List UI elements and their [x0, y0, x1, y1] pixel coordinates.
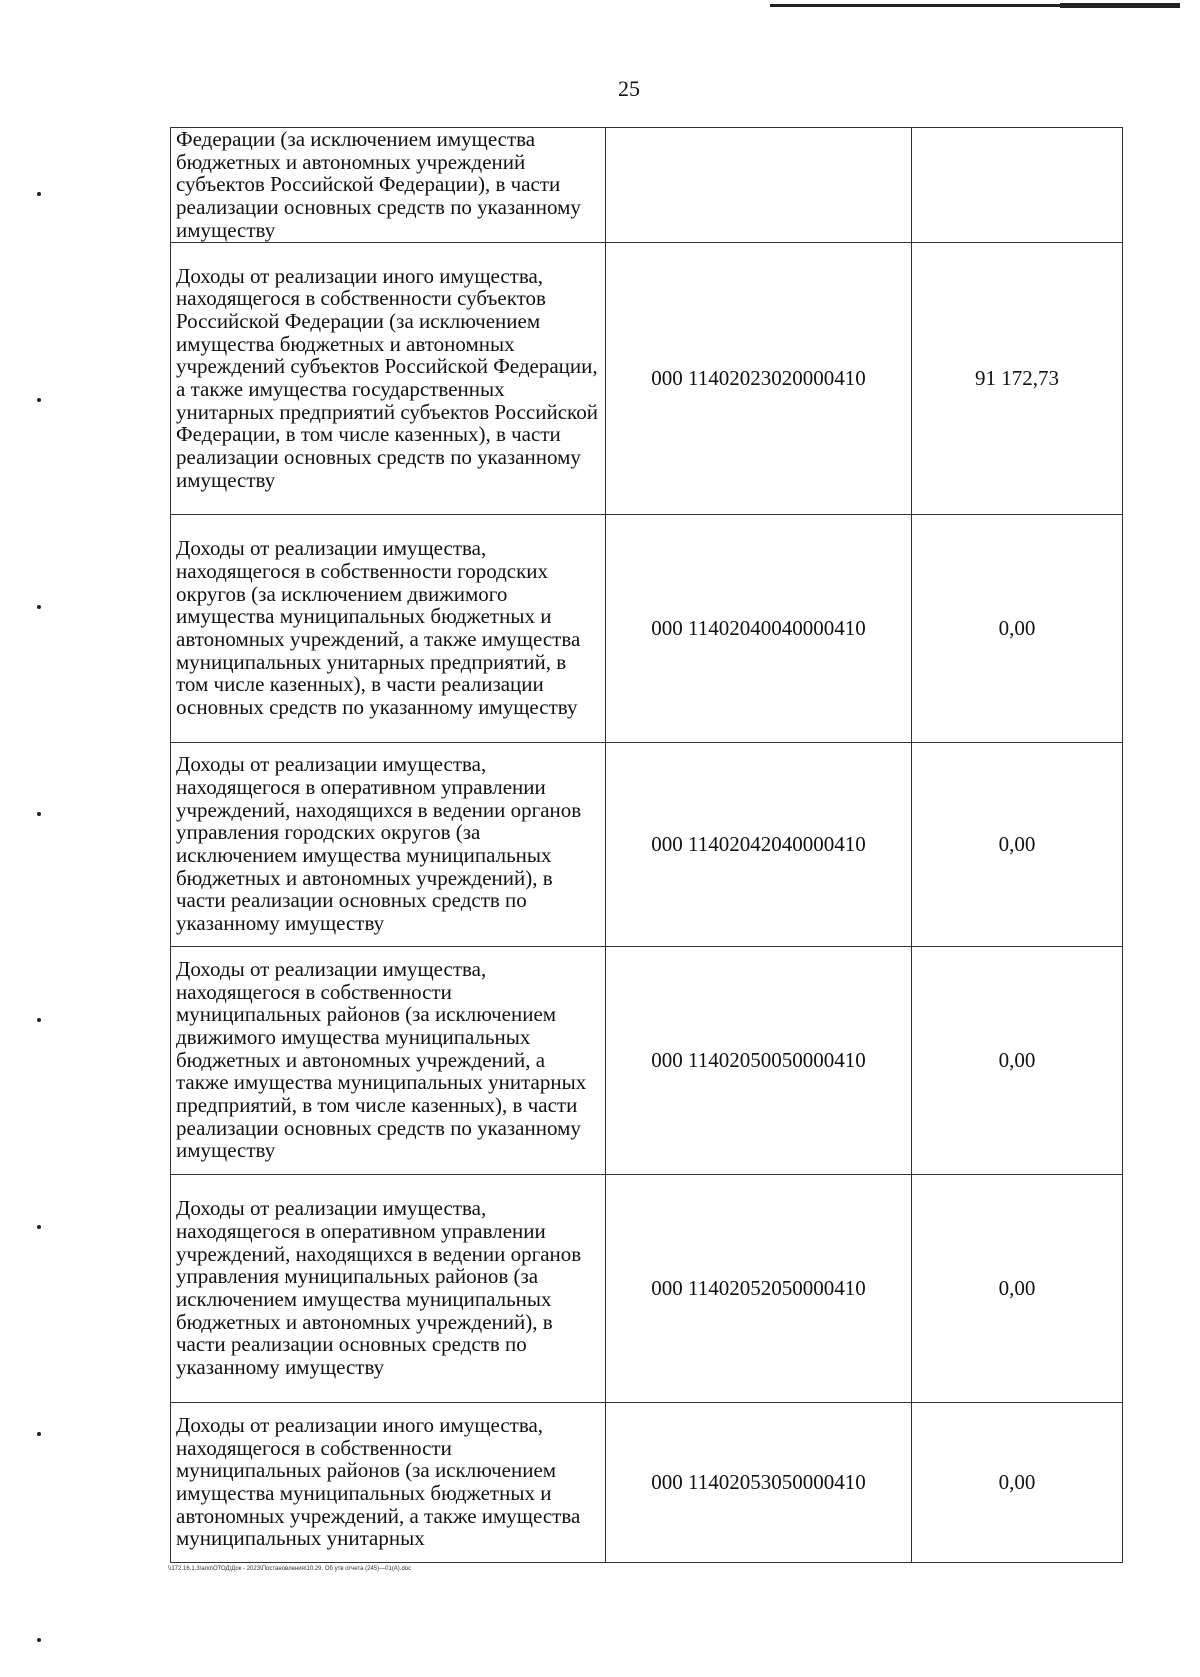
margin-dot	[37, 1225, 41, 1229]
table-row	[171, 946, 1123, 1174]
margin-dot	[37, 398, 41, 402]
margin-dot	[37, 812, 41, 816]
amount-cell: 91 172,73	[912, 242, 1123, 514]
amount-cell: 0,00	[912, 1174, 1123, 1402]
margin-dot	[37, 192, 41, 196]
description-cell	[171, 242, 606, 514]
description-text: Доходы от реализации имущества, находящегося в оперативном управлении учреждений, находящихся в ведении органов управления муниципальных районов (за исключением имущества муниципальных бюджетных и автономных учреждений), в части реализации основных средств по указанному имуществу	[176, 1196, 582, 1380]
revenue-table	[170, 127, 1123, 1563]
code-cell: 000 11402023020000410	[606, 242, 912, 514]
description-cell	[171, 514, 606, 742]
margin-dot	[37, 1638, 41, 1642]
margin-dot	[37, 1018, 41, 1022]
description-cell	[171, 128, 606, 243]
code-cell: 000 11402050050000410	[606, 946, 912, 1174]
amount-cell: 0,00	[912, 946, 1123, 1174]
amount-cell: 0,00	[912, 514, 1123, 742]
description-cell	[171, 742, 606, 946]
table-row	[171, 514, 1123, 742]
description-text: Доходы от реализации имущества, находящегося в собственности муниципальных районов (за исключением движимого имущества муниципальных бюджетных и автономных учреждений, а также имущества муниципальных унитарных предприятий, в том числе казенных), в части реализации основных средств по указанному имуществу	[176, 956, 587, 1163]
code-cell: 000 11402052050000410	[606, 1174, 912, 1402]
table-row	[171, 128, 1123, 243]
margin-dot	[37, 605, 41, 609]
table-row	[171, 742, 1123, 946]
table-row	[171, 242, 1123, 514]
table-row	[171, 1174, 1123, 1402]
top-rule	[770, 4, 1180, 7]
code-cell: 000 11402053050000410	[606, 1402, 912, 1562]
description-cell	[171, 1402, 606, 1562]
footer-file-path: \\172.16.1.3\апо\ОТОД\Док - 2023\Постановления\10.29. Об утв отчета (245)—01(А).doc	[168, 1566, 412, 1572]
table-row	[171, 1402, 1123, 1562]
description-text: Доходы от реализации иного имущества, находящегося в собственности субъектов Российской Федерации (за исключением имущества бюджетных и автономных учреждений субъектов Российской Федерации, а также имущества государственных унитарных предприятий субъектов Российской Федерации, в том числе казенных), в части реализации основных средств по указанному имуществу	[176, 263, 598, 492]
page-number: 25	[618, 76, 640, 101]
description-text: Доходы от реализации имущества, находящегося в оперативном управлении учреждений, находящихся в ведении органов управления городских округов (за исключением имущества муниципальных бюджетных и автономных учреждений), в части реализации основных средств по указанному имуществу	[176, 752, 582, 936]
description-text: Доходы от реализации иного имущества, находящегося в собственности муниципальных районов (за исключением имущества муниципальных бюджетных и автономных учреждений, а также имущества муниципальных унитарных	[176, 1412, 581, 1551]
description-cell	[171, 1174, 606, 1402]
amount-cell: 0,00	[912, 742, 1123, 946]
code-cell: 000 11402040040000410	[606, 514, 912, 742]
description-cell	[171, 946, 606, 1174]
description-text: Доходы от реализации имущества, находящегося в собственности городских округов (за исключением движимого имущества муниципальных бюджетных и автономных учреждений, а также имущества муниципальных унитарных предприятий, в том числе казенных), в части реализации основных средств по указанному имуществу	[176, 536, 581, 720]
amount-cell: 0,00	[912, 1402, 1123, 1562]
margin-dot	[37, 1432, 41, 1436]
code-cell: 000 11402042040000410	[606, 742, 912, 946]
code-cell	[606, 128, 912, 243]
amount-cell	[912, 128, 1123, 243]
description-text: Федерации (за исключением имущества бюджетных и автономных учреждений субъектов Российской Федерации), в части реализации основных средств по указанному имуществу	[176, 127, 581, 242]
